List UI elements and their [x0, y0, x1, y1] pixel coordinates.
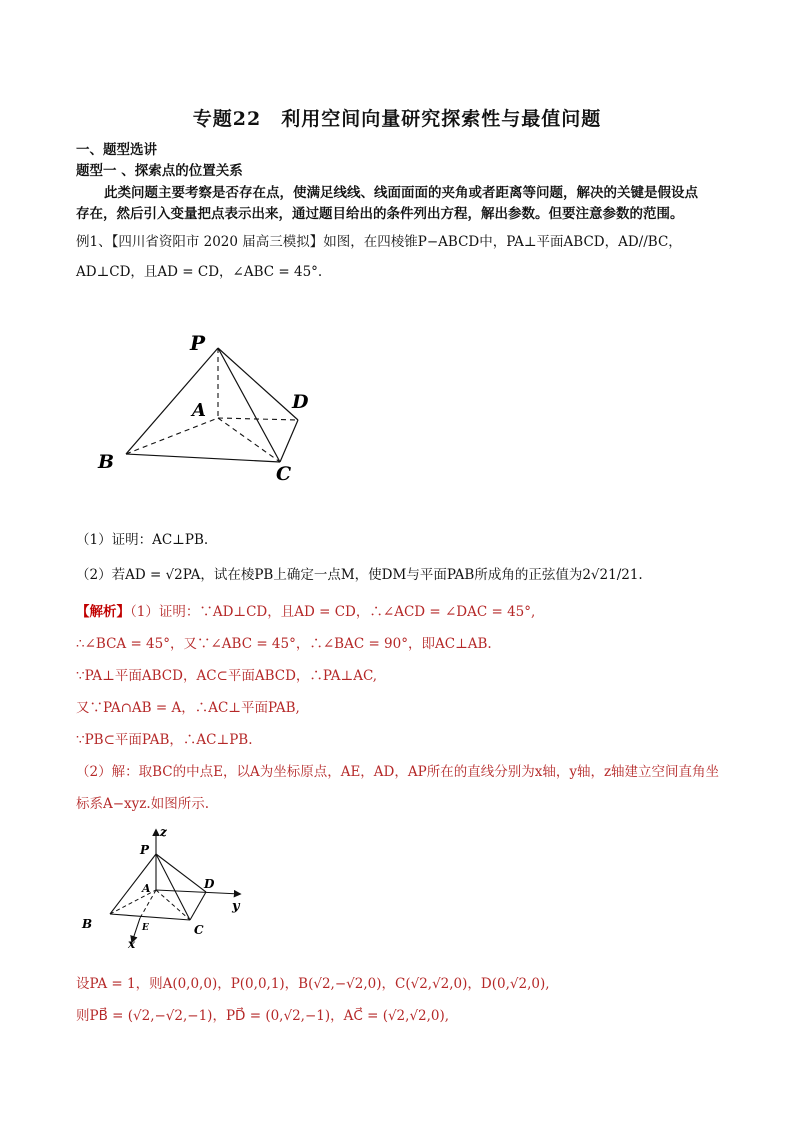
label-P: P: [190, 331, 206, 355]
solution-line-7: 标系A−xyz.如图所示.: [76, 796, 209, 812]
label-B: B: [82, 917, 93, 931]
example-line-1: 例1、【四川省资阳市 2020 届高三模拟】如图，在四棱锥P−ABCD中，PA⊥平面ABCD，AD//BC，: [76, 234, 682, 250]
solution-line-9: 则PB⃗ = (√2,−√2,−1)，PD⃗ = (0,√2,−1)，AC⃗ = (√2,√2,0),: [76, 1008, 450, 1024]
intro-line-1: 此类问题主要考察是否存在点，使满足线线、线面面面的夹角或者距离等问题，解决的关键是假设点: [104, 185, 698, 201]
edge-AC-hidden: [218, 418, 280, 462]
label-P: P: [140, 843, 150, 857]
label-C: C: [194, 923, 204, 937]
solution-line-2: ∴∠BCA = 45°，又∵∠ABC = 45°，∴∠BAC = 90°，即AC⊥AB.: [76, 636, 492, 652]
axis-label-x: x: [128, 937, 136, 950]
label-D: D: [292, 391, 309, 413]
solution-line-5: ∵PB⊂平面PAB，∴AC⊥PB.: [76, 732, 253, 748]
axis-label-z: z: [160, 825, 167, 839]
question-1: （1）证明：AC⊥PB.: [76, 532, 209, 548]
edge-PD: [156, 854, 206, 892]
edge-BC: [126, 454, 280, 462]
edge-AB-hidden: [126, 418, 218, 454]
label-E: E: [142, 923, 149, 933]
edge-PC: [156, 854, 190, 920]
label-C: C: [276, 463, 292, 485]
edge-AD-hidden: [218, 418, 298, 420]
edge-AC-hidden: [156, 890, 190, 920]
edge-CD: [280, 420, 298, 462]
coordinate-figure: [80, 824, 260, 950]
example-line-2: AD⊥CD，且AD = CD，∠ABC = 45°.: [76, 264, 323, 280]
axis-label-y: y: [232, 899, 240, 914]
page-title: 专题22 利用空间向量研究探索性与最值问题: [192, 108, 602, 130]
solution-line-1: [76, 600, 535, 620]
pyramid-figure: [90, 328, 330, 488]
solution-tag: 【解析】: [76, 604, 130, 620]
edge-BC: [110, 914, 190, 920]
solution-line-4: 又∵PA∩AB = A，∴AC⊥平面PAB,: [76, 700, 300, 716]
type-heading: 题型一 、探索点的位置关系: [76, 163, 243, 179]
label-B: B: [98, 451, 115, 473]
edge-PD: [218, 348, 298, 420]
intro-line-2: 存在，然后引入变量把点表示出来，通过题目给出的条件列出方程，解出参数。但要注意参数的范围。: [76, 206, 684, 222]
solution-text-1: （1）证明：∵AD⊥CD，且AD = CD，∴∠ACD = ∠DAC = 45°,: [130, 604, 536, 620]
solution-line-3: ∵PA⊥平面ABCD，AC⊂平面ABCD，∴PA⊥AC,: [76, 668, 378, 684]
solution-line-8: 设PA = 1，则A(0,0,0)，P(0,0,1)，B(√2,−√2,0)，C(√2,√2,0)，D(0,√2,0),: [76, 976, 550, 992]
question-2: （2）若AD = √2PA，试在棱PB上确定一点M，使DM与平面PAB所成角的正弦值为2√21/21.: [76, 567, 643, 583]
edge-PC: [218, 348, 280, 462]
label-A: A: [192, 400, 206, 421]
solution-line-6: （2）解：取BC的中点E，以A为坐标原点，AE，AD，AP所在的直线分别为x轴，y轴，z轴建立空间直角坐: [76, 764, 720, 780]
section-heading: 一、题型选讲: [76, 142, 157, 158]
edge-CD: [190, 892, 206, 920]
label-D: D: [204, 877, 215, 891]
label-A: A: [142, 882, 151, 895]
y-axis: [156, 890, 240, 894]
